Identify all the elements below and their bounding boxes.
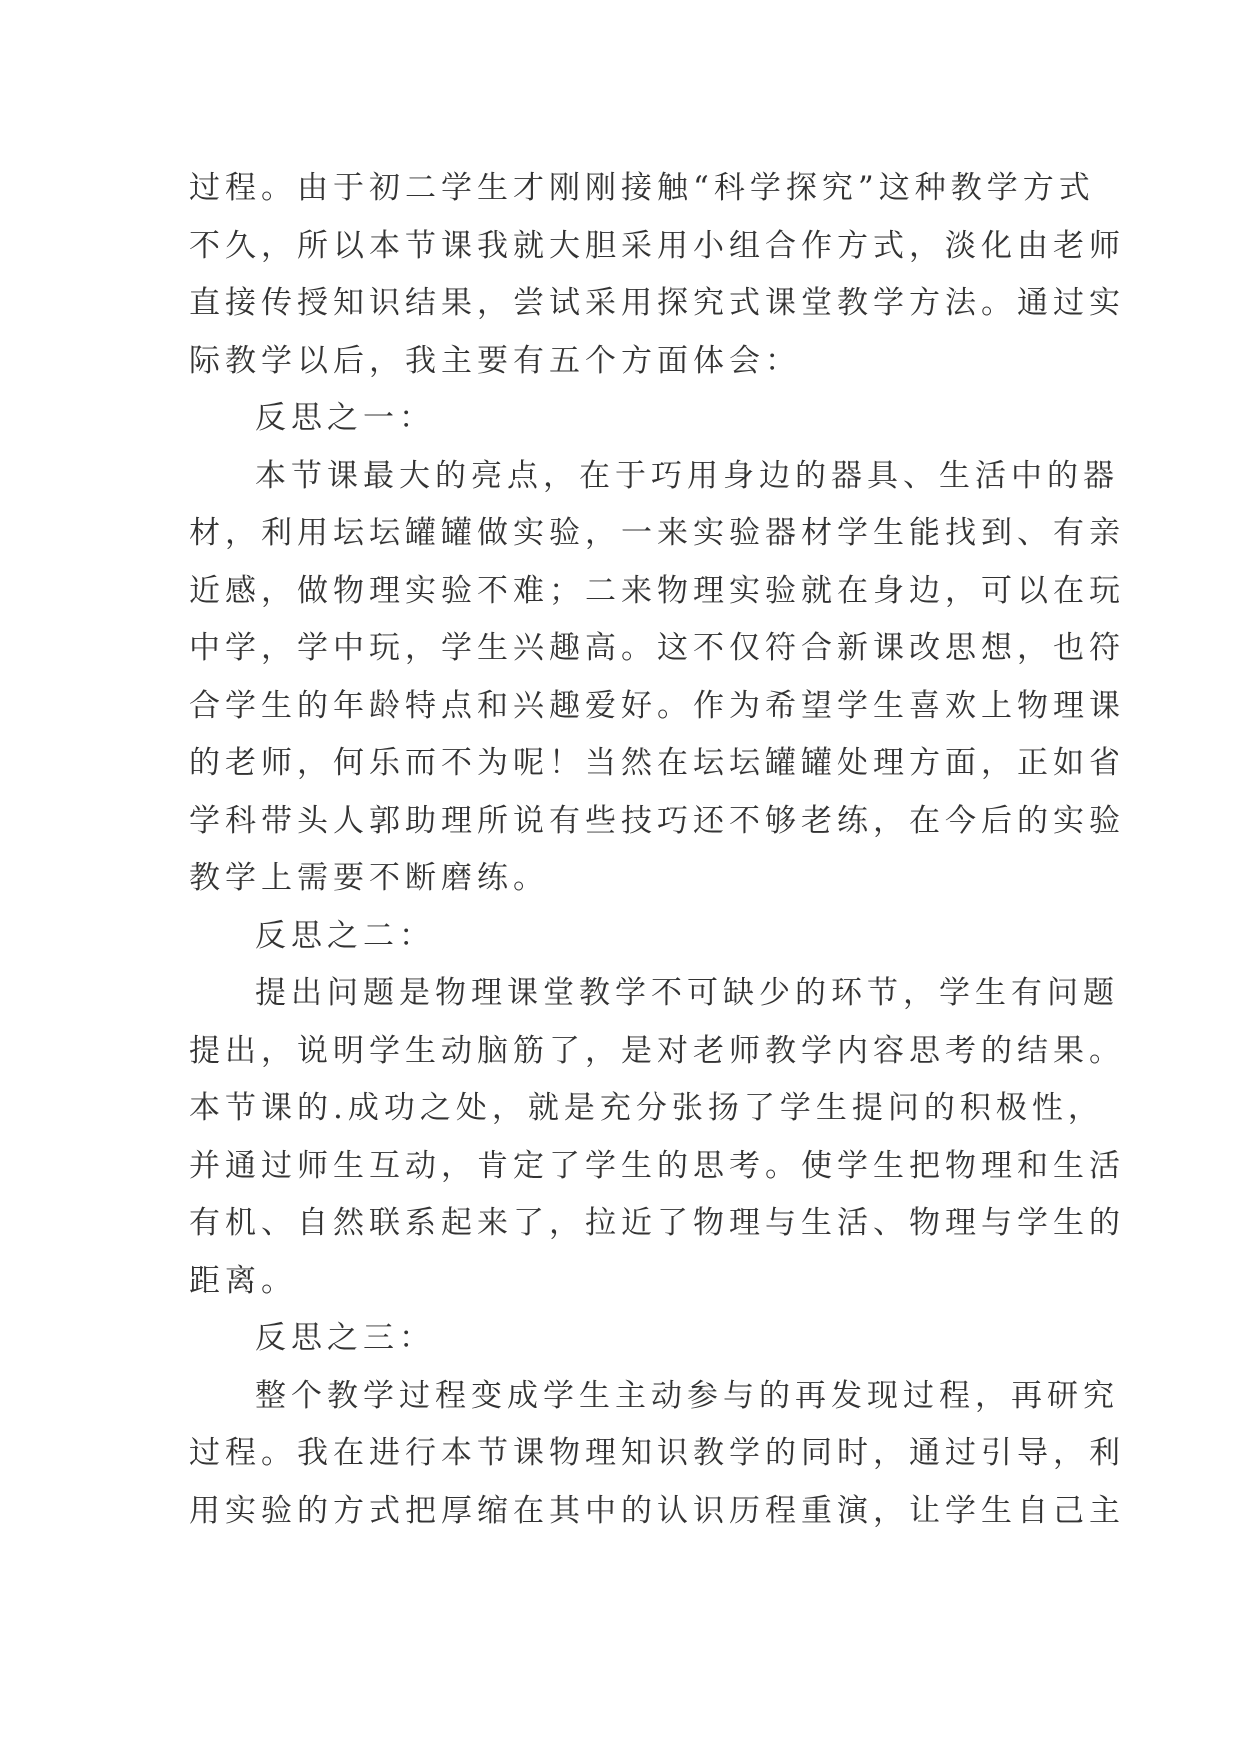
text-line: 本节课最大的亮点，在于巧用身边的器具、生活中的器 bbox=[255, 457, 1119, 494]
document-body bbox=[189, 160, 1125, 1540]
text-line: 本节课的.成功之处，就是充分张扬了学生提问的积极性， bbox=[189, 1090, 1104, 1126]
text-line: 用实验的方式把厚缩在其中的认识历程重演，让学生自己主 bbox=[189, 1492, 1125, 1529]
text-line: 反思之三： bbox=[255, 1320, 435, 1356]
text-line: 过程。我在进行本节课物理知识教学的同时，通过引导，利 bbox=[189, 1435, 1125, 1471]
text-line: 提出问题是物理课堂教学不可缺少的环节，学生有问题 bbox=[255, 975, 1119, 1011]
text-line: 近感，做物理实验不难；二来物理实验就在身边，可以在玩 bbox=[189, 572, 1125, 609]
text-line: 的老师，何乐而不为呢！当然在坛坛罐罐处理方面，正如省 bbox=[189, 745, 1125, 781]
text-line: 反思之一： bbox=[255, 400, 435, 436]
text-line: 过程。由于初二学生才刚刚接触“科学探究”这种教学方式 bbox=[189, 170, 1095, 206]
text-line: 距离。 bbox=[189, 1262, 297, 1299]
text-line: 教学上需要不断磨练。 bbox=[189, 860, 549, 896]
text-line: 材，利用坛坛罐罐做实验，一来实验器材学生能找到、有亲 bbox=[189, 515, 1125, 551]
text-line: 际教学以后，我主要有五个方面体会： bbox=[189, 342, 801, 379]
text-line: 中学，学中玩，学生兴趣高。这不仅符合新课改思想，也符 bbox=[189, 630, 1125, 666]
text-line: 有机、自然联系起来了，拉近了物理与生活、物理与学生的 bbox=[189, 1205, 1125, 1241]
text-line: 整个教学过程变成学生主动参与的再发现过程，再研究 bbox=[255, 1377, 1119, 1414]
text-line: 并通过师生互动，肯定了学生的思考。使学生把物理和生活 bbox=[189, 1147, 1125, 1184]
text-line: 学科带头人郭助理所说有些技巧还不够老练，在今后的实验 bbox=[189, 802, 1125, 839]
text-line: 反思之二： bbox=[255, 917, 435, 954]
text-line: 提出，说明学生动脑筋了，是对老师教学内容思考的结果。 bbox=[189, 1032, 1125, 1069]
text-line: 不久，所以本节课我就大胆采用小组合作方式，淡化由老师 bbox=[189, 227, 1125, 264]
text-line: 直接传授知识结果，尝试采用探究式课堂教学方法。通过实 bbox=[189, 285, 1125, 321]
text-line: 合学生的年龄特点和兴趣爱好。作为希望学生喜欢上物理课 bbox=[189, 687, 1125, 724]
